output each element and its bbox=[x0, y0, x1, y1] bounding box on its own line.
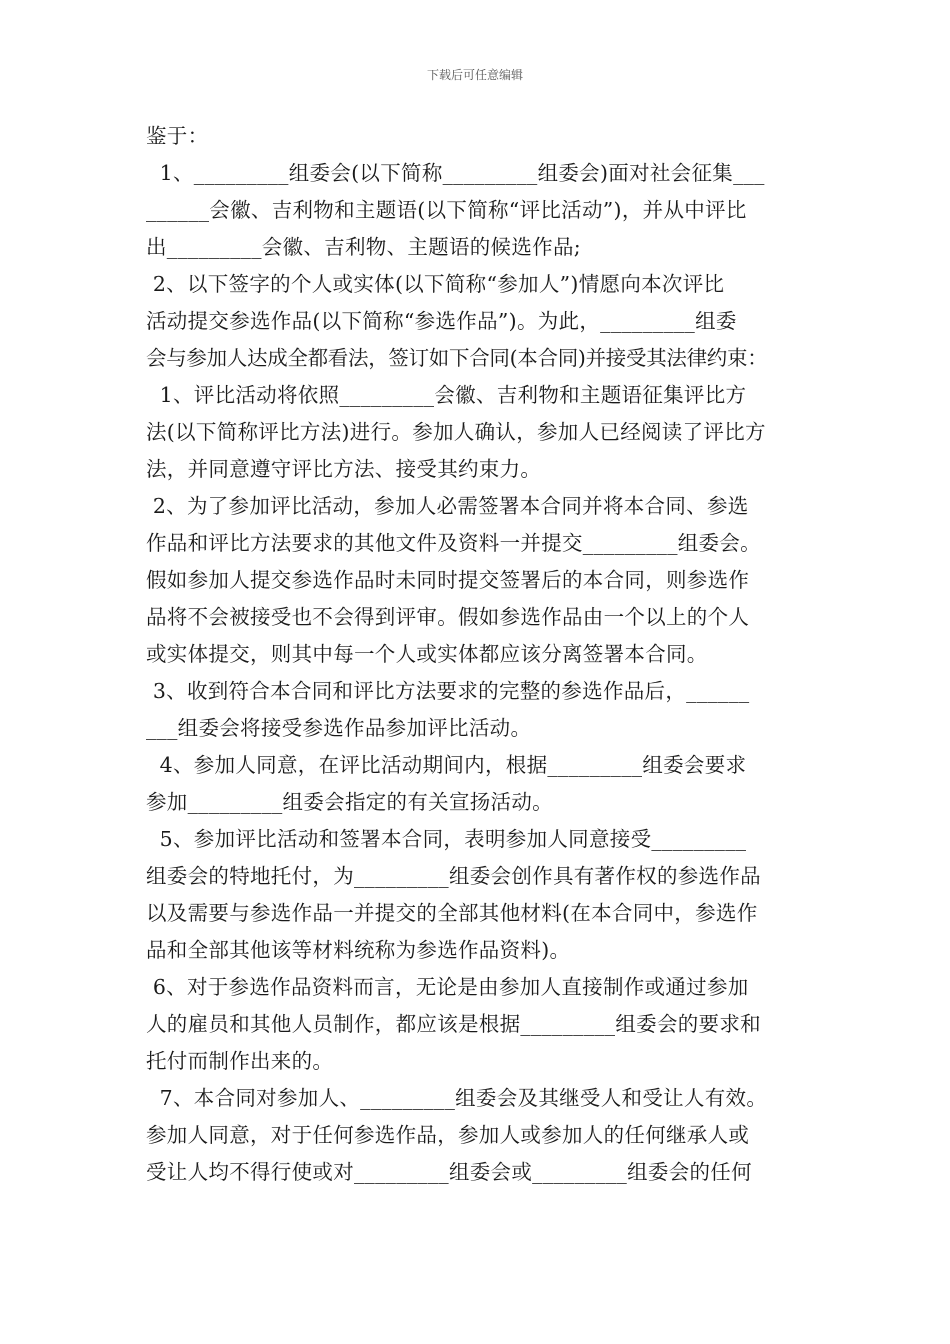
document-body bbox=[146, 118, 814, 1191]
text-line: 品将不会被接受也不会得到评审。假如参选作品由一个以上的个人 bbox=[146, 605, 750, 629]
text-line: 以及需要与参选作品一并提交的全部其他材料(在本合同中，参选作 bbox=[146, 901, 758, 925]
text-line: 作品和评比方法要求的其他文件及资料一并提交_________组委会。 bbox=[146, 531, 761, 555]
text-line: 活动提交参选作品(以下简称“参选作品”)。为此，_________组委 bbox=[146, 309, 737, 333]
text-line: 组委会的特地托付，为_________组委会创作具有著作权的参选作品 bbox=[146, 864, 761, 888]
text-line: 参加人同意，对于任何参选作品，参加人或参加人的任何继承人或 bbox=[146, 1123, 750, 1147]
text-line: 鉴于： bbox=[146, 124, 209, 148]
text-line: 出_________会徽、吉利物、主题语的候选作品; bbox=[146, 235, 581, 259]
text-line: 5、参加评比活动和签署本合同，表明参加人同意接受_________ bbox=[146, 827, 747, 851]
text-line: ______会徽、吉利物和主题语(以下简称“评比活动”)，并从中评比 bbox=[146, 198, 747, 222]
text-line: 2、为了参加评比活动，参加人必需签署本合同并将本合同、参选 bbox=[146, 494, 749, 518]
text-line: 法(以下简称评比方法)进行。参加人确认，参加人已经阅读了评比方 bbox=[146, 420, 766, 444]
text-line: 1、评比活动将依照_________会徽、吉利物和主题语征集评比方 bbox=[146, 383, 747, 407]
text-line: 受让人均不得行使或对_________组委会或_________组委会的任何 bbox=[146, 1160, 752, 1184]
text-line: 1、_________组委会(以下简称_________组委会)面对社会征集___ bbox=[146, 161, 765, 185]
text-line: 人的雇员和其他人员制作，都应该是根据_________组委会的要求和 bbox=[146, 1012, 761, 1036]
text-line: 或实体提交，则其中每一个人或实体都应该分离签署本合同。 bbox=[146, 642, 708, 666]
text-line: 品和全部其他该等材料统称为参选作品资料)。 bbox=[146, 938, 571, 962]
text-line: 3、收到符合本合同和评比方法要求的完整的参选作品后，______ bbox=[146, 679, 750, 703]
page-header: 下载后可任意编辑 bbox=[426, 68, 523, 82]
text-line: 会与参加人达成全都看法，签订如下合同(本合同)并接受其法律约束： bbox=[146, 346, 768, 370]
text-line: 6、对于参选作品资料而言，无论是由参加人直接制作或通过参加 bbox=[146, 975, 749, 999]
text-line: 托付而制作出来的。 bbox=[146, 1049, 334, 1073]
text-line: 法，并同意遵守评比方法、接受其约束力。 bbox=[146, 457, 542, 481]
text-line: 4、参加人同意，在评比活动期间内，根据_________组委会要求 bbox=[146, 753, 747, 777]
text-line: 7、本合同对参加人、_________组委会及其继受人和受让人有效。 bbox=[146, 1086, 768, 1110]
text-line: ___组委会将接受参选作品参加评比活动。 bbox=[146, 716, 532, 740]
text-line: 参加_________组委会指定的有关宣扬活动。 bbox=[146, 790, 553, 814]
text-line: 假如参加人提交参选作品时未同时提交签署后的本合同，则参选作 bbox=[146, 568, 750, 592]
text-line: 2、以下签字的个人或实体(以下简称“参加人”)情愿向本次评比 bbox=[146, 272, 725, 296]
